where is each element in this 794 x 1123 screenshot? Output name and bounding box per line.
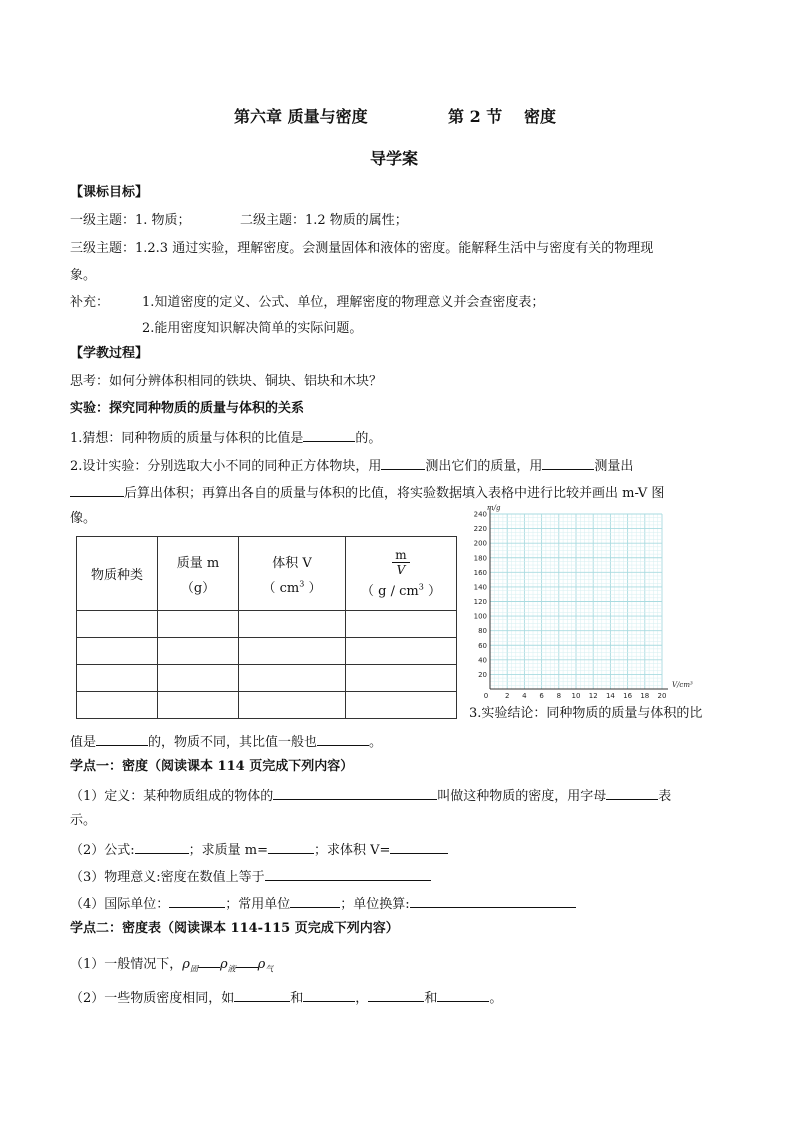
data-table [76, 536, 457, 719]
th-ratio-unit [346, 580, 456, 599]
design-blank-1[interactable] [381, 456, 425, 470]
guess-text-a: 1.猜想：同种物质的质量与体积的比值是 [70, 431, 304, 446]
table-header-row [77, 537, 457, 611]
section-number: 第 2 节 [448, 107, 503, 126]
design-text-c: 测量出 [594, 459, 634, 474]
meaning-blank[interactable] [265, 867, 431, 881]
conclusion-line-2 [70, 732, 382, 752]
definition-text-c: 表 [658, 789, 672, 804]
supplement-label: 补充： [70, 295, 110, 310]
table-cell[interactable] [239, 665, 346, 692]
th-volume-unit-a: （ cm [262, 580, 300, 596]
same-text-d: 和 [424, 991, 438, 1006]
th-substance [77, 537, 158, 611]
table-cell[interactable] [158, 692, 239, 719]
rho-gas [258, 957, 274, 972]
y-tick-label: 200 [473, 539, 487, 548]
y-tick-label: 60 [478, 641, 487, 650]
th-ratio-unit-a: （ g / cm [361, 584, 419, 599]
rho-liquid [220, 957, 236, 972]
supplement-item-2: 2.能用密度知识解决简单的实际问题。 [142, 321, 363, 336]
x-tick-label: 0 [483, 692, 489, 700]
rho-symbol: ρ [257, 957, 266, 972]
process-heading: 【学教过程】 [70, 346, 149, 361]
document-subtitle: 导学案 [370, 149, 419, 168]
y-tick-label: 100 [473, 612, 487, 621]
formula-line [70, 840, 448, 860]
design-line-2 [70, 483, 664, 503]
table-cell[interactable] [77, 665, 158, 692]
unit-blank-2[interactable] [290, 894, 340, 908]
design-text-a: 2.设计实验：分别选取大小不同的同种正方体物块，用 [70, 459, 382, 474]
guess-line [70, 428, 381, 448]
meaning-text-a: （3）物理意义:密度在数值上等于 [70, 870, 265, 885]
goal-level3-line2: 象。 [70, 268, 97, 283]
design-line-3: 像。 [70, 511, 97, 526]
conclusion-line-1: 3.实验结论：同种物质的质量与体积的比 [469, 706, 703, 721]
goal-level3-line1: 三级主题：1.2.3 通过实验，理解密度。会测量固体和液体的密度。能解释生活中与密度有关的物理现 [70, 241, 654, 256]
y-tick-label: 120 [473, 598, 487, 606]
y-tick-label: 80 [478, 627, 487, 636]
x-tick-label: 12 [588, 692, 598, 700]
same-text-b: 和 [290, 991, 304, 1006]
x-tick-label: 18 [640, 692, 650, 700]
same-blank-1[interactable] [234, 988, 290, 1002]
definition-text-b: 叫做这种物质的密度，用字母 [437, 789, 607, 804]
think-question: 思考：如何分辨体积相同的铁块、铜块、铝块和木块？ [70, 374, 383, 389]
th-volume-label: 体积 V [272, 555, 312, 571]
same-text-e: 。 [489, 991, 503, 1006]
design-line-1 [70, 456, 633, 476]
unit-text-b: ；常用单位 [225, 897, 291, 912]
supplement-item-1: 1.知道密度的定义、公式、单位，理解密度的物理意义并会查密度表； [142, 295, 545, 310]
formula-blank-2[interactable] [268, 840, 314, 854]
goals-heading: 【课标目标】 [70, 185, 149, 200]
y-axis-label: m/g [487, 504, 501, 512]
formula-blank-3[interactable] [390, 840, 448, 854]
th-volume [239, 537, 346, 611]
th-mass [158, 537, 239, 611]
meaning-line [70, 867, 431, 887]
unit-blank-3[interactable] [410, 894, 576, 908]
guess-blank[interactable] [303, 428, 355, 442]
unit-text-a: （4）国际单位： [70, 897, 170, 912]
formula-text-a: （2）公式: [70, 843, 135, 858]
th-volume-unit-b: ） [304, 580, 322, 596]
th-volume-unit [239, 577, 345, 596]
point1-heading: 学点一：密度（阅读课本 114 页完成下列内容） [70, 759, 354, 774]
ratio-fraction [392, 548, 409, 577]
same-density-line [70, 988, 502, 1008]
table-row [77, 611, 457, 638]
formula-text-b: ；求质量 m= [188, 843, 269, 858]
rho-symbol: ρ [219, 957, 228, 972]
design-text-d: 后算出体积；再算出各自的质量与体积的比值，将实验数据填入表格中进行比较并画出 m-V 图 [124, 486, 665, 501]
th-volume-unit-sup: 3 [299, 579, 305, 589]
x-tick-label: 6 [539, 692, 544, 700]
y-tick-label: 240 [473, 510, 487, 519]
unit-text-c: ；单位换算: [340, 897, 410, 912]
definition-line-2: 示。 [70, 813, 97, 828]
table-cell[interactable] [77, 692, 158, 719]
section-topic: 密度 [524, 107, 557, 126]
same-text-c: ， [355, 991, 369, 1006]
y-tick-label: 160 [473, 568, 487, 577]
same-blank-2[interactable] [303, 988, 355, 1002]
x-tick-label: 16 [623, 692, 633, 700]
table-cell[interactable] [346, 665, 457, 692]
general-text: （1）一般情况下， [70, 957, 183, 972]
table-cell[interactable] [158, 638, 239, 665]
mv-axes [490, 508, 668, 689]
conclusion-blank-2[interactable] [317, 732, 369, 746]
x-tick-label: 10 [571, 692, 581, 700]
sub-solid: 固 [189, 964, 198, 974]
same-blank-4[interactable] [437, 988, 489, 1002]
table-cell[interactable] [158, 611, 239, 638]
rho-solid [182, 957, 198, 972]
conclusion-text-d: 。 [369, 735, 383, 750]
table-cell[interactable] [239, 611, 346, 638]
table-cell[interactable] [77, 638, 158, 665]
unit-blank-1[interactable] [169, 894, 225, 908]
table-cell[interactable] [346, 638, 457, 665]
point2-heading: 学点二：密度表（阅读课本 114-115 页完成下列内容） [70, 921, 399, 936]
definition-blank-1[interactable] [273, 786, 437, 800]
y-tick-label: 20 [478, 670, 487, 679]
experiment-title: 实验：探究同种物质的质量与体积的关系 [70, 401, 305, 416]
table-row [77, 692, 457, 719]
unit-line [70, 894, 576, 914]
table-cell[interactable] [346, 611, 457, 638]
x-axis-label: V/cm³ [672, 681, 693, 689]
table-cell[interactable] [346, 692, 457, 719]
sub-gas: 气 [265, 964, 274, 974]
chapter-title: 第六章 质量与密度 [234, 107, 368, 126]
same-text-a: （2）一些物质密度相同，如 [70, 991, 235, 1006]
table-row [77, 665, 457, 692]
conclusion-text-b: 值是 [70, 735, 97, 750]
x-tick-label: 8 [556, 692, 562, 700]
y-tick-label: 40 [478, 656, 487, 665]
design-text-b: 测出它们的质量，用 [425, 459, 543, 474]
x-tick-label: 2 [504, 692, 510, 700]
sub-liquid: 液 [227, 964, 236, 974]
design-blank-3[interactable] [70, 483, 124, 497]
table-cell[interactable] [158, 665, 239, 692]
formula-text-c: ；求体积 V= [314, 843, 391, 858]
table-row [77, 638, 457, 665]
design-blank-2[interactable] [542, 456, 594, 470]
general-line [70, 954, 273, 979]
mv-grid [490, 514, 662, 689]
compare-blank-1[interactable] [198, 954, 220, 968]
th-mass-label: 质量 m [176, 555, 220, 571]
mv-graph [458, 502, 708, 702]
th-mass-unit: （g） [180, 580, 216, 596]
x-tick-label: 20 [657, 692, 667, 700]
th-ratio [346, 537, 457, 611]
x-tick-label: 14 [605, 692, 615, 700]
y-tick-label: 140 [473, 583, 487, 592]
th-ratio-unit-b: ） [423, 584, 441, 599]
x-tick-label: 4 [522, 692, 527, 700]
definition-text-a: （1）定义：某种物质组成的物体的 [70, 789, 274, 804]
conclusion-text-c: 的，物质不同，其比值一般也 [148, 735, 318, 750]
definition-line [70, 786, 671, 806]
table-cell[interactable] [239, 692, 346, 719]
table-cell[interactable] [77, 611, 158, 638]
definition-blank-2[interactable] [606, 786, 658, 800]
goal-level2: 二级主题：1.2 物质的属性； [240, 213, 408, 228]
rho-symbol: ρ [182, 957, 190, 972]
th-ratio-unit-sup: 3 [418, 582, 424, 592]
th-substance-label: 物质种类 [90, 568, 143, 583]
ratio-denominator: V [396, 563, 406, 577]
ratio-numerator: m [392, 548, 409, 563]
y-tick-label: 220 [473, 525, 487, 534]
goal-level1: 一级主题：1. 物质； [70, 213, 191, 228]
formula-blank-1[interactable] [135, 840, 189, 854]
guess-text-b: 的。 [355, 431, 382, 446]
compare-blank-2[interactable] [236, 954, 258, 968]
y-tick-label: 180 [473, 554, 487, 563]
conclusion-blank-1[interactable] [96, 732, 148, 746]
same-blank-3[interactable] [368, 988, 424, 1002]
table-cell[interactable] [239, 638, 346, 665]
